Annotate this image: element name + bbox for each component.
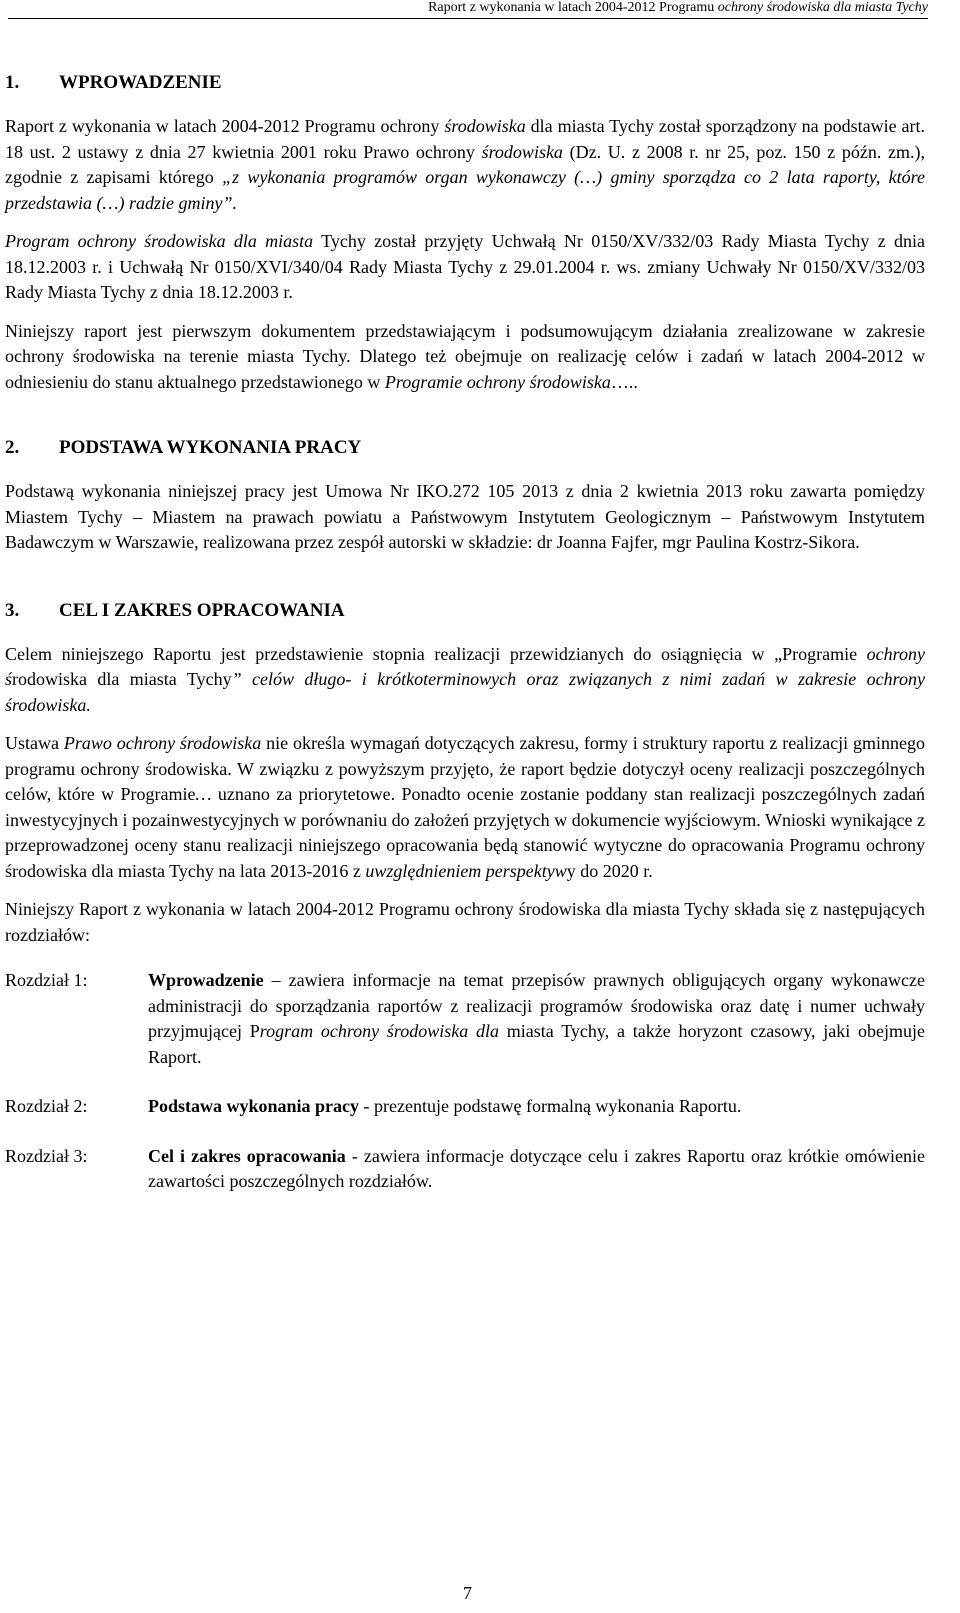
section-title: CEL I ZAKRES OPRACOWANIA [59,599,345,621]
chapter-description [148,1094,925,1120]
chapter-description [148,1144,925,1195]
text-run: Ustawa [5,733,64,753]
section-number: 1. [5,72,20,93]
chapter-label: Rozdział 1: [5,970,88,990]
text-run: Tychy został przyjęty Uchwałą Nr 0150/XV/332/03 Rady Miasta Tychy z dnia 18.12.2003 r. i Uchwałą Nr 0150/XVI/340/04 Rady Miasta Tychy z 29.01.2004 r. ws. zmiany Uchwały Nr 0150/XV/332/03 Rady Miasta Tychy z dnia 18.12.2003 r. [5,231,925,302]
page-content [5,70,925,1195]
text-run: Niniejszy raport jest pierwszym dokumentem przedstawiającym i podsumowującym działania zrealizowane w zakresie ochrony środowiska na terenie miasta Tychy. Dlatego też obejmuje on realizację celów i zadań w latach 2004-2012 w odniesieniu do stanu aktualnego przedstawionego w [5,320,925,392]
chapter-label: Rozdział 2: [5,1096,88,1116]
text-run-italic: Prawo ochrony środowiska [63,733,262,753]
chapter-title: Wprowadzenie [148,970,264,990]
chapter-item [5,1144,925,1195]
header-text: Raport z wykonania w latach 2004-2012 Programu [428,0,718,15]
text-run: Raport z wykonania w latach 2004-2012 Programu ochrony [5,116,445,136]
text-run: rodowiska dla miasta Tychy [12,669,232,689]
paragraph [5,229,925,306]
section-number: 2. [5,437,20,458]
text-run: miasta Tychy, a także horyzont czasowy, jaki obejmuje Raport. [148,1021,926,1067]
text-run-italic: … [195,784,212,804]
text-run: - prezentuje podstawę formalną wykonania Raportu. [359,1096,742,1116]
chapter-label: Rozdział 3: [5,1145,88,1166]
text-run: y do 2020 r. [566,860,653,881]
running-header [8,0,928,19]
text-run: (Dz. U. z 2008 r. nr 25, poz. 150 z późn. zm.), zgodnie z zapisami którego [5,141,926,187]
paragraph [5,731,925,884]
text-run: ….. [610,371,638,392]
page-number: 7 [463,1583,472,1603]
chapter-item [5,968,925,1070]
header-text-italic: ochrony środowiska dla miasta Tychy [717,0,928,15]
text-run: Celem niniejszego Raportu jest przedstawienie stopnia realizacji przewidzianych do osiągnięcia w „Programie [5,643,867,664]
text-run-italic: ochrony ś [5,643,925,689]
text-run: dla miasta Tychy został sporządzony na podstawie art. 18 ust. 2 ustawy z dnia 27 kwietnia 2001 roku Prawo ochrony [5,116,925,162]
text-run-italic: Programie ochrony środowiska [384,371,611,392]
text-run: uznano za priorytetowe. Ponadto ocenie zostanie poddany stan realizacji poszczególnych zadań inwestycyjnych i pozainwestycyjnych w porównaniu do założeń przyjętych w dokumencie wyjściowym. Wnioski wynikające z przeprowadzonej oceny stanu realizacji niniejszego opracowania będą stanowić wytyczne do opracowania Programu ochrony środowiska dla miasta Tychy na lata 2013-2016 z [5,784,925,881]
section-title: PODSTAWA WYKONANIA PRACY [59,437,362,458]
chapter-title: Podstawa wykonania pracy [148,1096,360,1116]
text-run-italic: środowiska [444,116,526,136]
paragraph [5,642,925,719]
chapter-list [5,968,925,1195]
section-number: 3. [5,599,20,621]
paragraph: Podstawą wykonania niniejszej pracy jest Umowa Nr IKO.272 105 2013 z dnia 2 kwietnia 2013 roku zawarta pomiędzy Miastem Tychy – Miastem na prawach powiatu a Państwowym Instytutem Geologicznym – Państwowym Instytutem Badawczym w Warszawie, realizowana przez zespół autorski w składzie: dr Joanna Fajfer, mgr Paulina Kostrz-Sikora. [5,481,925,552]
text-run-italic: uwzględnieniem perspektyw [365,860,567,881]
text-run: – zawiera informacje na temat przepisów prawnych obligujących organy wykonawcze administracji do sporządzania raportów z realizacji programów środowiska oraz datę i numer uchwały przyjmującej P [148,970,925,1041]
chapter-title: Cel i zakres opracowania [148,1145,346,1166]
chapter-item [5,1094,925,1120]
text-run-italic: środowiska [481,141,563,162]
text-run: nie określa wymagań dotyczących zakresu, formy i struktury raportu z realizacji gminnego programu ochrony środowiska. W związku z powyższym przyjęto, że raport będzie dotyczył oceny realizacji poszczególnych celów, które w Programie [5,733,926,804]
section-title: WPROWADZENIE [59,72,222,93]
paragraph [5,114,925,216]
paragraph [5,319,925,396]
section-heading-3 [5,598,925,624]
section-heading-1 [5,70,925,96]
text-run-italic: Program ochrony środowiska dla miasta [5,231,314,251]
text-run: - zawiera informacje dotyczące celu i zakres Raportu oraz krótkie omówienie zawartości poszczególnych rozdziałów. [148,1145,925,1191]
chapter-description [148,968,925,1070]
section-heading-2 [5,435,925,461]
text-run-italic: ” celów długo- i krótkoterminowych oraz związanych z nimi zadań w zakresie ochrony środowiska. [5,669,926,715]
paragraph: Niniejszy Raport z wykonania w latach 2004-2012 Programu ochrony środowiska dla miasta Tychy składa się z następujących rozdziałów: [5,899,925,945]
quote-italic: „z wykonania programów organ wykonawczy (…) gminy sporządza co 2 lata raporty, które przedstawia (…) radzie gminy”. [5,167,925,213]
text-run-italic: rogram ochrony środowiska dla [259,1021,500,1041]
